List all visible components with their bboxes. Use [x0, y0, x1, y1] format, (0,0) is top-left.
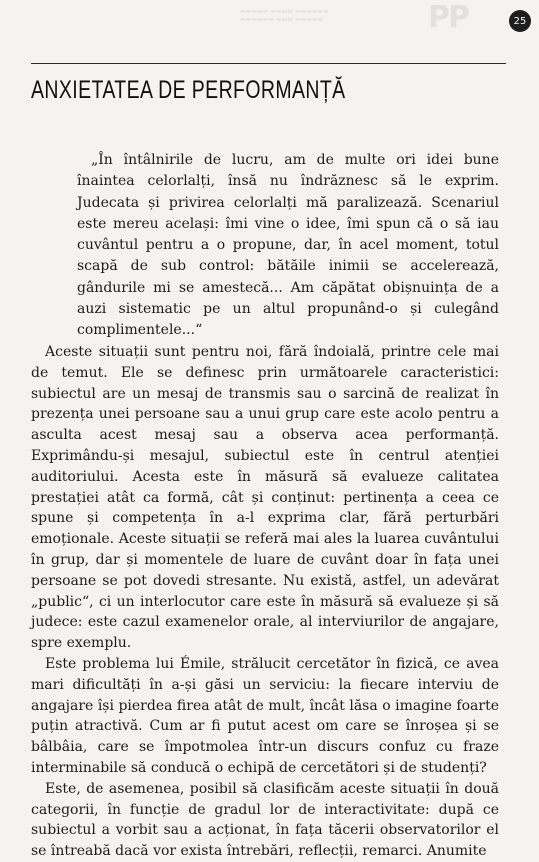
page-number-badge: 25 — [509, 10, 531, 32]
testimonial-quote: „În întâlnirile de lucru, am de multe ori idei bune înaintea celorlalți, însă nu îndrăznesc să le exprim. Judecata și privirea celorlalți mă paralizează. Scenariul este mereu același: îmi vine o idee, îmi spun că o să iau cuvântul pentru a o propune, dar, în acel moment, totul scapă de sub control: bătăile inimii se accelerează, gândurile mi se amestecă... Am căpătat obișnuința de a auzi sistematic pe un altul propunând-o și culegând complimentele...“ — [77, 152, 499, 339]
bleed-through-logo: PP — [428, 0, 468, 35]
chapter-title: ANXIETATEA DE PERFORMANȚĂ — [31, 76, 346, 104]
bleed-through-header: ▬▬▬▬▬ ▬▬▬▬ ▬▬▬▬▬▬ ▬▬▬▬▬▬ ▬▬▬ ▬▬▬▬▬ — [240, 8, 329, 23]
paragraph: Este problema lui Émile, strălucit cercetător în fizică, ce avea mari dificultăți în a-și găsi un serviciu: la fiecare interviu de angajare își pierdea firea atât de mult, încât lăsa o imagine foarte puțin atractivă. Cum ar fi putut acest om care se înroșea și se bâlbâia, care se împotmolea într-un discurs confuz cu fraze interminabile să conducă o echipă de cercetători și de studenți? — [31, 655, 499, 776]
body-text — [31, 342, 499, 862]
paragraph: Este, de asemenea, posibil să clasificăm aceste situații în două categorii, în funcție de gradul lor de interactivitate: după ce subiectul a vorbit sau a acționat, în fața tăcerii observatorilor el se întreabă dacă vor exista întrebări, reflecții, remarci. Anumite — [31, 780, 499, 860]
header-rule — [31, 63, 506, 64]
paragraph: Aceste situații sunt pentru noi, fără îndoială, printre cele mai de temut. Ele se definesc prin următoarele caracteristici: subiectul are un mesaj de transmis sau o sarcină de realizat în prezența unei persoane sau a unui grup care este acolo pentru a asculta acest mesaj sau a observa acea performanță. Exprimându-și mesajul, subiectul este în centrul atenției auditoriului. Acesta este în măsură să evalueze calitatea prestației atât ca formă, cât și conținut: pertinența a ceea ce spune și competența în a-l exprima clar, fără perturbări emoționale. Aceste situații se referă mai ales la luarea cuvântului în grup, dar și momentele de luare de cuvânt doar în fața unei persoane se pot dovedi stresante. Nu există, astfel, un adevărat „public“, ci un interlocutor care este în măsură să evalueze și să judece: este cazul examenelor orale, al interviurilor de angajare, spre exemplu. — [31, 344, 499, 652]
